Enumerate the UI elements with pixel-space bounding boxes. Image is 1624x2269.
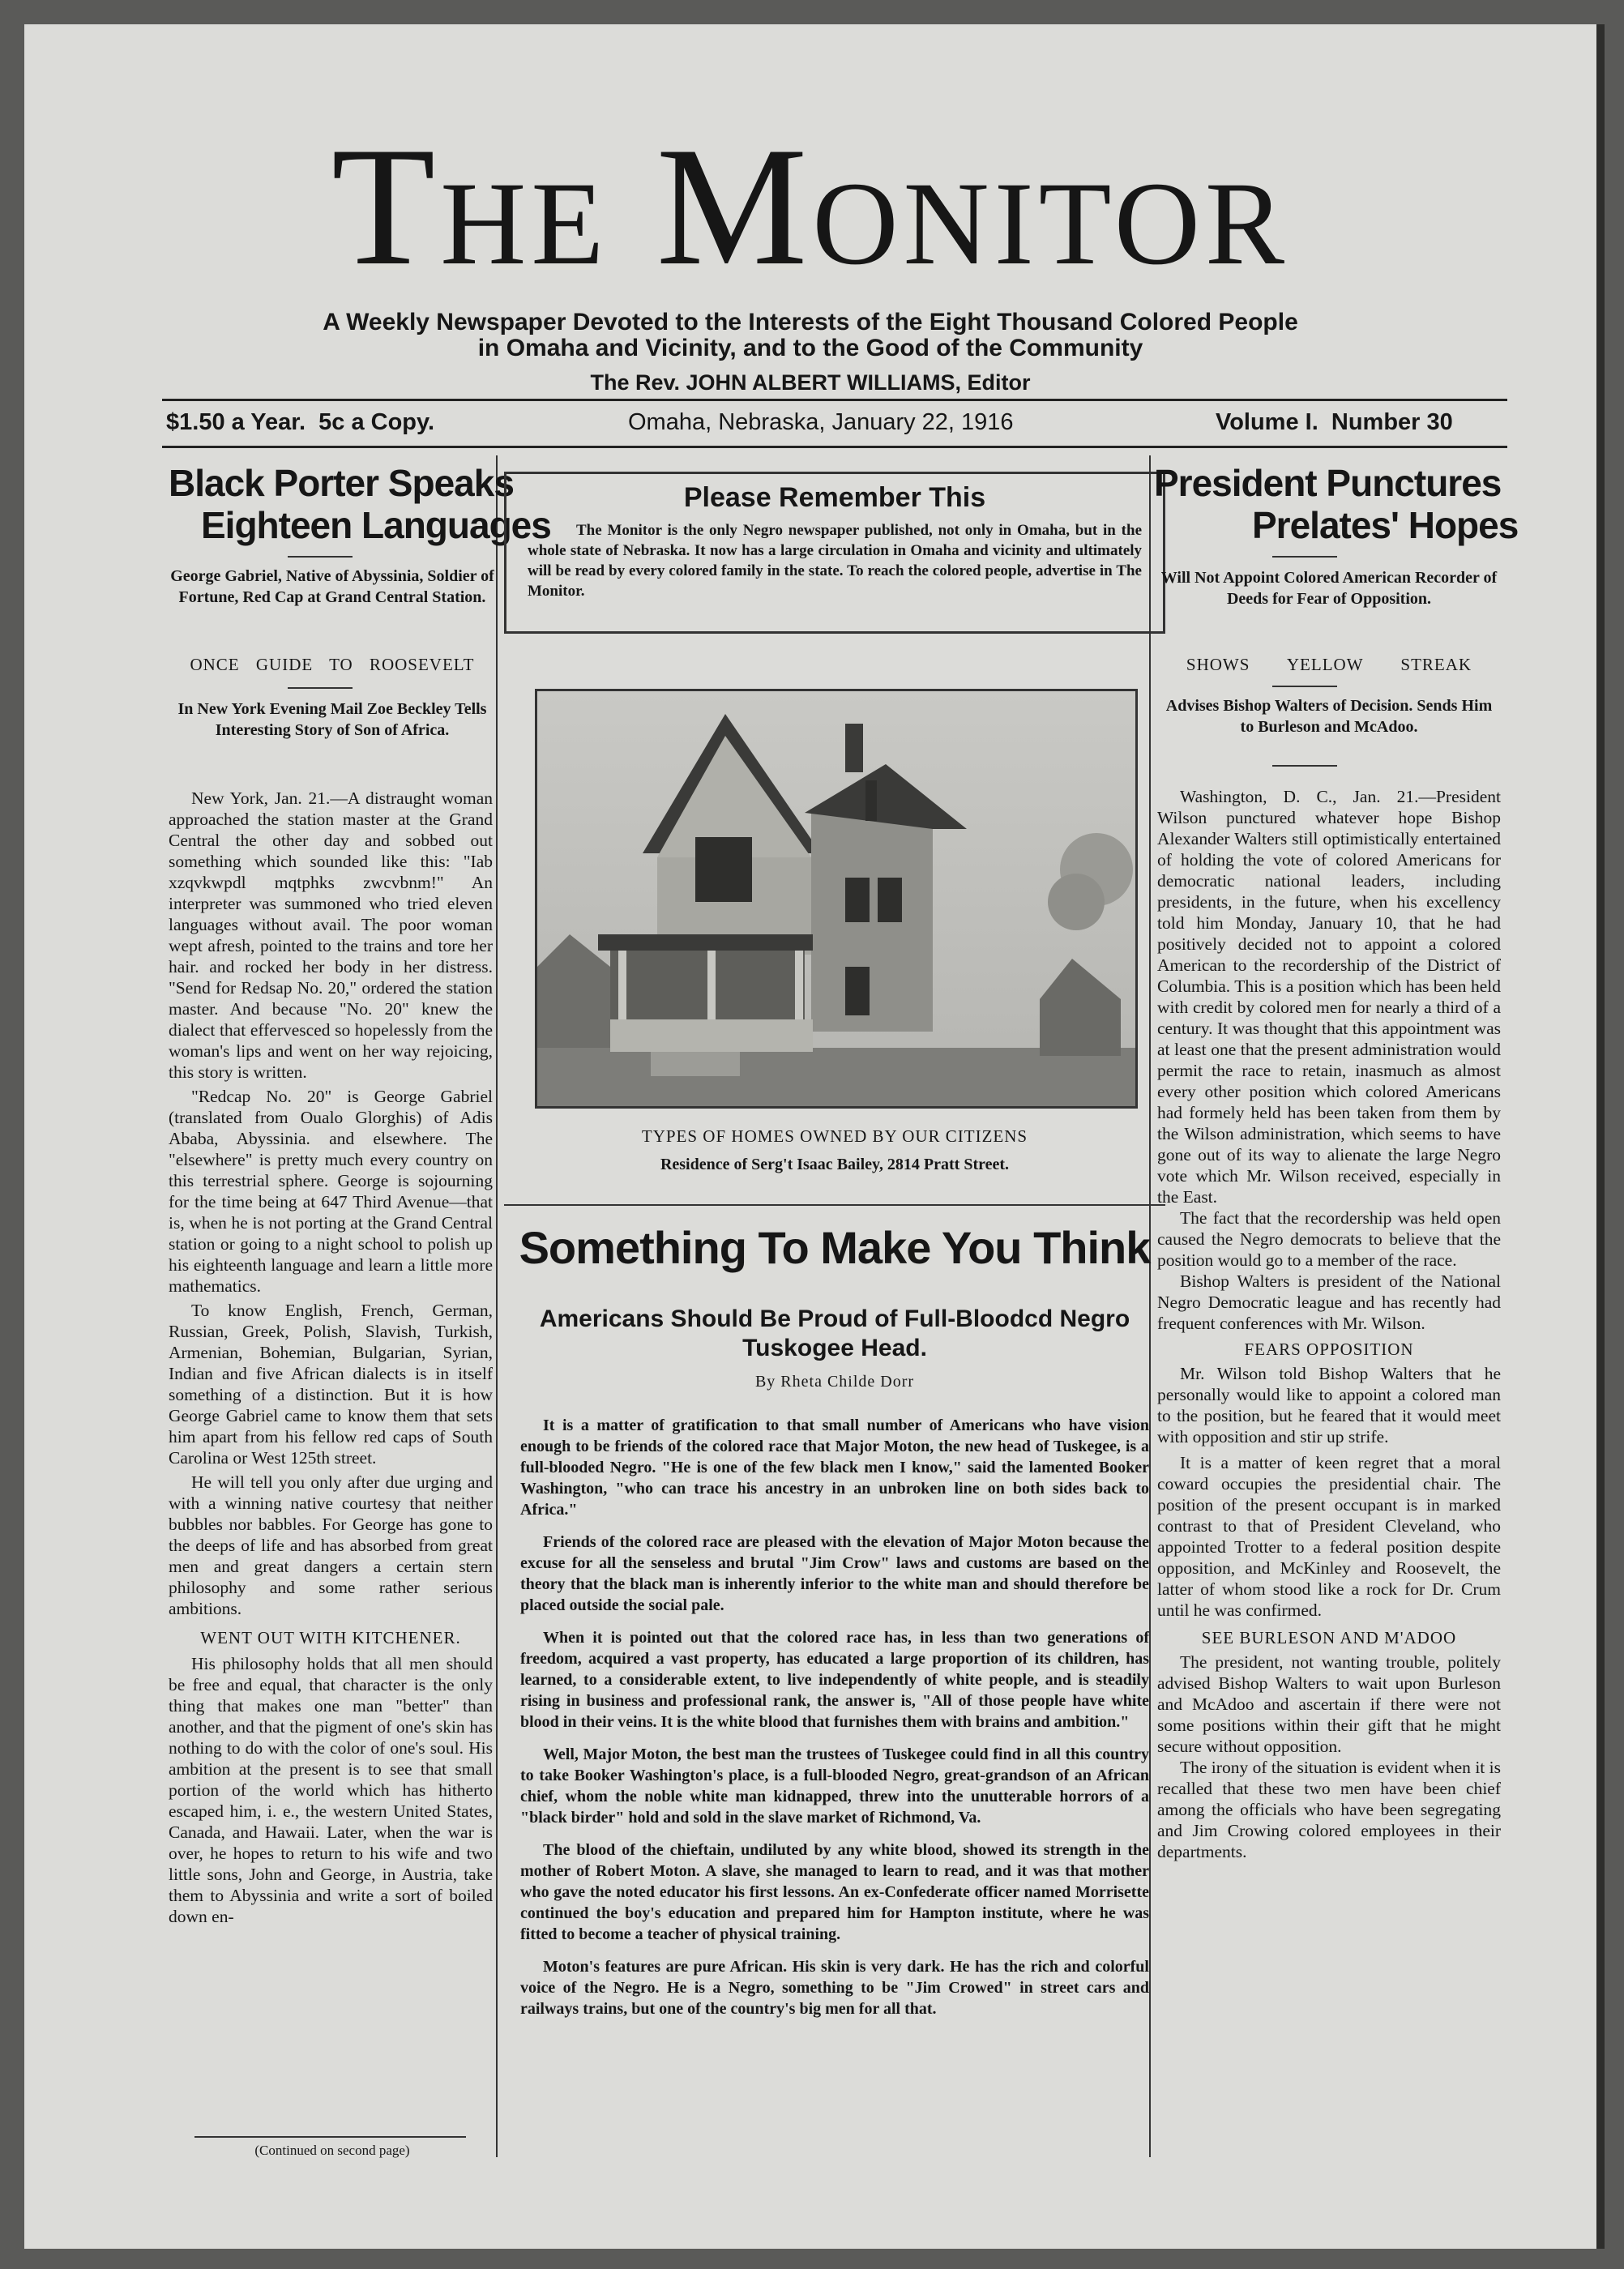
- left-short-rule-2: [288, 687, 353, 689]
- house-photo: [535, 689, 1138, 1109]
- masthead-title: The Monitor: [331, 113, 1290, 301]
- left-subhead-roosevelt: ONCE GUIDE TO ROOSEVELT: [190, 655, 475, 674]
- center-headline: Something To Make You Think: [519, 1222, 1151, 1273]
- subscription-price: $1.50 a Year. 5c a Copy.: [166, 409, 435, 435]
- center-paragraph: It is a matter of gratification to that small number of Americans who have vision enough to be friends of the colored race that Major Moton, the new head of Tuskegee, is a full-blooded Negro. "He is one of the few black men I know," said the lamented Booker Washington, "who can trace his ancestry in an unbroken line on both sides back to Africa.": [520, 1417, 1149, 1519]
- left-headline-line-1: Black Porter Speaks: [169, 462, 514, 504]
- right-subhead-fears: FEARS OPPOSITION: [1244, 1340, 1414, 1359]
- column-rule-right: [1149, 455, 1151, 2157]
- masthead-rule-top: [162, 399, 1507, 401]
- right-subhead-streak: SHOWS YELLOW STREAK: [1186, 655, 1472, 674]
- center-paragraph: Moton's features are pure African. His skin is very dark. He has the rich and colorful voice of the Negro. He is a Negro, something to be "Jim Crowed" in street cars and railways trains, but one of the country's big men for all that.: [520, 1958, 1149, 2018]
- left-article-body: [169, 788, 493, 1927]
- left-headline-line-2: Eighteen Languages: [201, 504, 551, 546]
- left-short-rule: [288, 556, 353, 558]
- right-paragraph: It is a matter of keen regret that a moral coward occupies the presidential chair. The position of the present occupant is in marked contrast to that of President Cleveland, who appointed Trotter to a federal position despite opposition, and McKinley and Roosevelt, the latter of whom stood like a rock for Dr. Crum until he was confirmed.: [1157, 1453, 1501, 1620]
- left-deck: George Gabriel, Native of Abyssinia, Soldier of Fortune, Red Cap at Grand Central Station.: [170, 567, 494, 606]
- center-divider: [504, 1204, 1165, 1206]
- volume-number: Volume I. Number 30: [1216, 409, 1453, 435]
- center-byline: By Rheta Childe Dorr: [754, 1373, 915, 1391]
- issue-dateline: Omaha, Nebraska, January 22, 1916: [628, 409, 1014, 435]
- right-paragraph: Mr. Wilson told Bishop Walters that he personally would like to appoint a colored man to the position, but he feared that it would meet with opposition and stir up strife.: [1157, 1364, 1501, 1446]
- left-paragraph: His philosophy holds that all men should be free and equal, that character is the only thing that makes one man "better" than another, and that the pigment of one's skin has nothing to do with the color of one's soul. His ambition at the present is to see that small portion of the world which has hitherto escaped him, i. e., the western United States, Canada, and Hawaii. Later, when the war is over, he hopes to return to his wife and two little sons, John and George, in Austria, take them to Abyssinia and write a sort of boiled down en-: [169, 1654, 493, 1926]
- center-paragraph: When it is pointed out that the colored race has, in less than two generations of freedom, acquired a vast property, has educated a large proportion of its children, has learned, to a considerable extent, to live independently of white people, and is steadily rising in business and professional rank, the answer is, "All of those people have white blood in their veins. It is the white blood that furnishes them with brains and ambition.": [520, 1629, 1149, 1731]
- photo-caption-title: TYPES OF HOMES OWNED BY OUR CITIZENS: [641, 1126, 1028, 1146]
- left-bottom-rule: [194, 2136, 466, 2138]
- notice-box-title: Please Remember This: [683, 482, 986, 513]
- center-article-body: [520, 1415, 1149, 2031]
- masthead-tagline-2: in Omaha and Vicinity, and to the Good of the Community: [477, 335, 1143, 361]
- right-short-rule-3: [1272, 765, 1337, 767]
- newspaper-page: [24, 24, 1605, 2249]
- right-paragraph: Washington, D. C., Jan. 21.—President Wilson punctured whatever hope Bishop Alexander Walters still optimistically entertained of holding the vote of colored Americans for democratic national leaders, including presidents, in the future, when his excellency told him Monday, January 10, that he had positively decided not to appoint a colored American to the recordership of the District of Columbia. This is a position which has been held with credit by colored men for nearly a third of a century. It was thought that this appointment was at least one that the present administration would permit the race to retain, inasmuch as almost every other position which colored Americans had formely held has been taken from them by the Wilson administration, which seems to have gone out of its way to alienate the large Negro vote which Mr. Wilson received, especially in the East.: [1157, 787, 1501, 1207]
- right-deck-2: Advises Bishop Walters of Decision. Sends Him to Burleson and McAdoo.: [1165, 697, 1493, 736]
- notice-box-text: The Monitor is the only Negro newspaper published, not only in Omaha, but in the whole state of Nebraska. It now has a large circulation in Omaha and vicinity and ultimately will be read by every colored family in the state. To reach the colored people, advertise in The Monitor.: [528, 522, 1142, 600]
- right-deck: Will Not Appoint Colored American Recorder of Deeds for Fear of Opposition.: [1160, 569, 1498, 608]
- masthead-editor: The Rev. JOHN ALBERT WILLIAMS, Editor: [590, 370, 1031, 395]
- notice-box: [504, 472, 1165, 634]
- left-subhead-kitchener: WENT OUT WITH KITCHENER.: [200, 1628, 461, 1647]
- center-paragraph: The blood of the chieftain, undiluted by any white blood, showed its strength in the mother of Robert Moton. A slave, she managed to learn to read, and it was that mother who gave the noted educator his first lessons. An ex-Confederate officer named Morrisette continued the boy's education and prepared him for Hampton institute, where he was fitted to become a teacher of physical training.: [520, 1841, 1149, 1943]
- column-rule-left: [496, 455, 498, 2157]
- right-headline-line-2: Prelates' Hopes: [1252, 504, 1519, 546]
- right-paragraph: The irony of the situation is evident when it is recalled that these two men have been chief among the officials who have been segregating and Jim Crowing colored employees in their departments.: [1157, 1758, 1501, 1861]
- continued-notice: (Continued on second page): [254, 2143, 410, 2158]
- right-paragraph: The fact that the recordership was held open caused the Negro democrats to believe that the position would go to a member of the race.: [1157, 1208, 1501, 1270]
- photo-caption-subtitle: Residence of Serg't Isaac Bailey, 2814 Pratt Street.: [660, 1156, 1010, 1173]
- right-paragraph: The president, not wanting trouble, politely advised Bishop Walters to wait upon Burleson and McAdoo and ascertain if there were not some positions within their gift that he might secure without opposition.: [1157, 1652, 1501, 1756]
- left-paragraph: New York, Jan. 21.—A distraught woman approached the station master at the Grand Central the other day and sobbed out something which sounded like this: "Iab xzqvkwpdl mqtphks zwcvbnm!" An interpreter was summoned who tried eleven languages without avail. The poor woman wept afresh, pointed to the trains and tore her hair. and rocked her body in her distress. "Send for Redsap No. 20," ordered the station master. And because "No. 20" knew the dialect that effervesced so hopelessly from the woman's lips and went on her way rejoicing, this story is written.: [169, 788, 493, 1082]
- center-paragraph: Well, Major Moton, the best man the trustees of Tuskegee could find in all this country to take Booker Washington's place, is a full-blooded Negro, great-grandson of an African chief, whom the noble white man kidnapped, threw into the unutterable horrors of a "black birder" hold and sold in the slave market of Richmond, Va.: [520, 1746, 1149, 1827]
- right-short-rule-2: [1272, 686, 1337, 687]
- right-headline-line-1: President Punctures: [1154, 462, 1502, 504]
- left-paragraph: "Redcap No. 20" is George Gabriel (translated from Oualo Glorghis) of Adis Ababa, Abyssinia. and elsewhere. The "elsewhere" is pretty much every country on this terrestrial sphere. George is sojourning for the time being at 647 Third Avenue—that is, when he is not porting at the Grand Central station or going to a night school to polish up his eighteenth language and learn a little more mathematics.: [169, 1087, 493, 1296]
- right-paragraph: Bishop Walters is president of the National Negro Democratic league and has recently had frequent conferences with Mr. Wilson.: [1157, 1271, 1501, 1333]
- masthead-rule-bottom: [162, 446, 1507, 448]
- house-illustration: [537, 691, 1135, 1106]
- center-paragraph: Friends of the colored race are pleased with the elevation of Major Moton because the excuse for all the senseless and brutal "Jim Crow" laws and customs are based on the theory that the black man is inherently inferior to the white man and should therefore be placed outside the social pale.: [520, 1533, 1149, 1614]
- left-paragraph: He will tell you only after due urging and with a winning native courtesy that neither bubbles nor babbles. For George has gone to the deeps of life and has absorbed from great men and great dangers a certain stern philosophy and some rather serious ambitions.: [169, 1472, 493, 1618]
- right-subhead-burleson: SEE BURLESON AND M'ADOO: [1201, 1628, 1457, 1647]
- center-subheadline: Americans Should Be Proud of Full-Bloodcd Negro Tuskogee Head.: [539, 1305, 1130, 1361]
- left-paragraph: To know English, French, German, Russian, Greek, Polish, Slavish, Turkish, Armenian, Bohemian, Bulgarian, Syrian, Indian and five African dialects is in itself something of a distinction. But it is how George Gabriel came to know them that sets him apart from his fellow red caps of South Carolina or West 125th street.: [169, 1301, 493, 1468]
- left-deck-2: In New York Evening Mail Zoe Beckley Tells Interesting Story of Son of Africa.: [177, 700, 487, 739]
- masthead-tagline-1: A Weekly Newspaper Devoted to the Interests of the Eight Thousand Colored People: [323, 309, 1298, 335]
- right-short-rule: [1272, 556, 1337, 558]
- right-article-body: [1157, 786, 1501, 1862]
